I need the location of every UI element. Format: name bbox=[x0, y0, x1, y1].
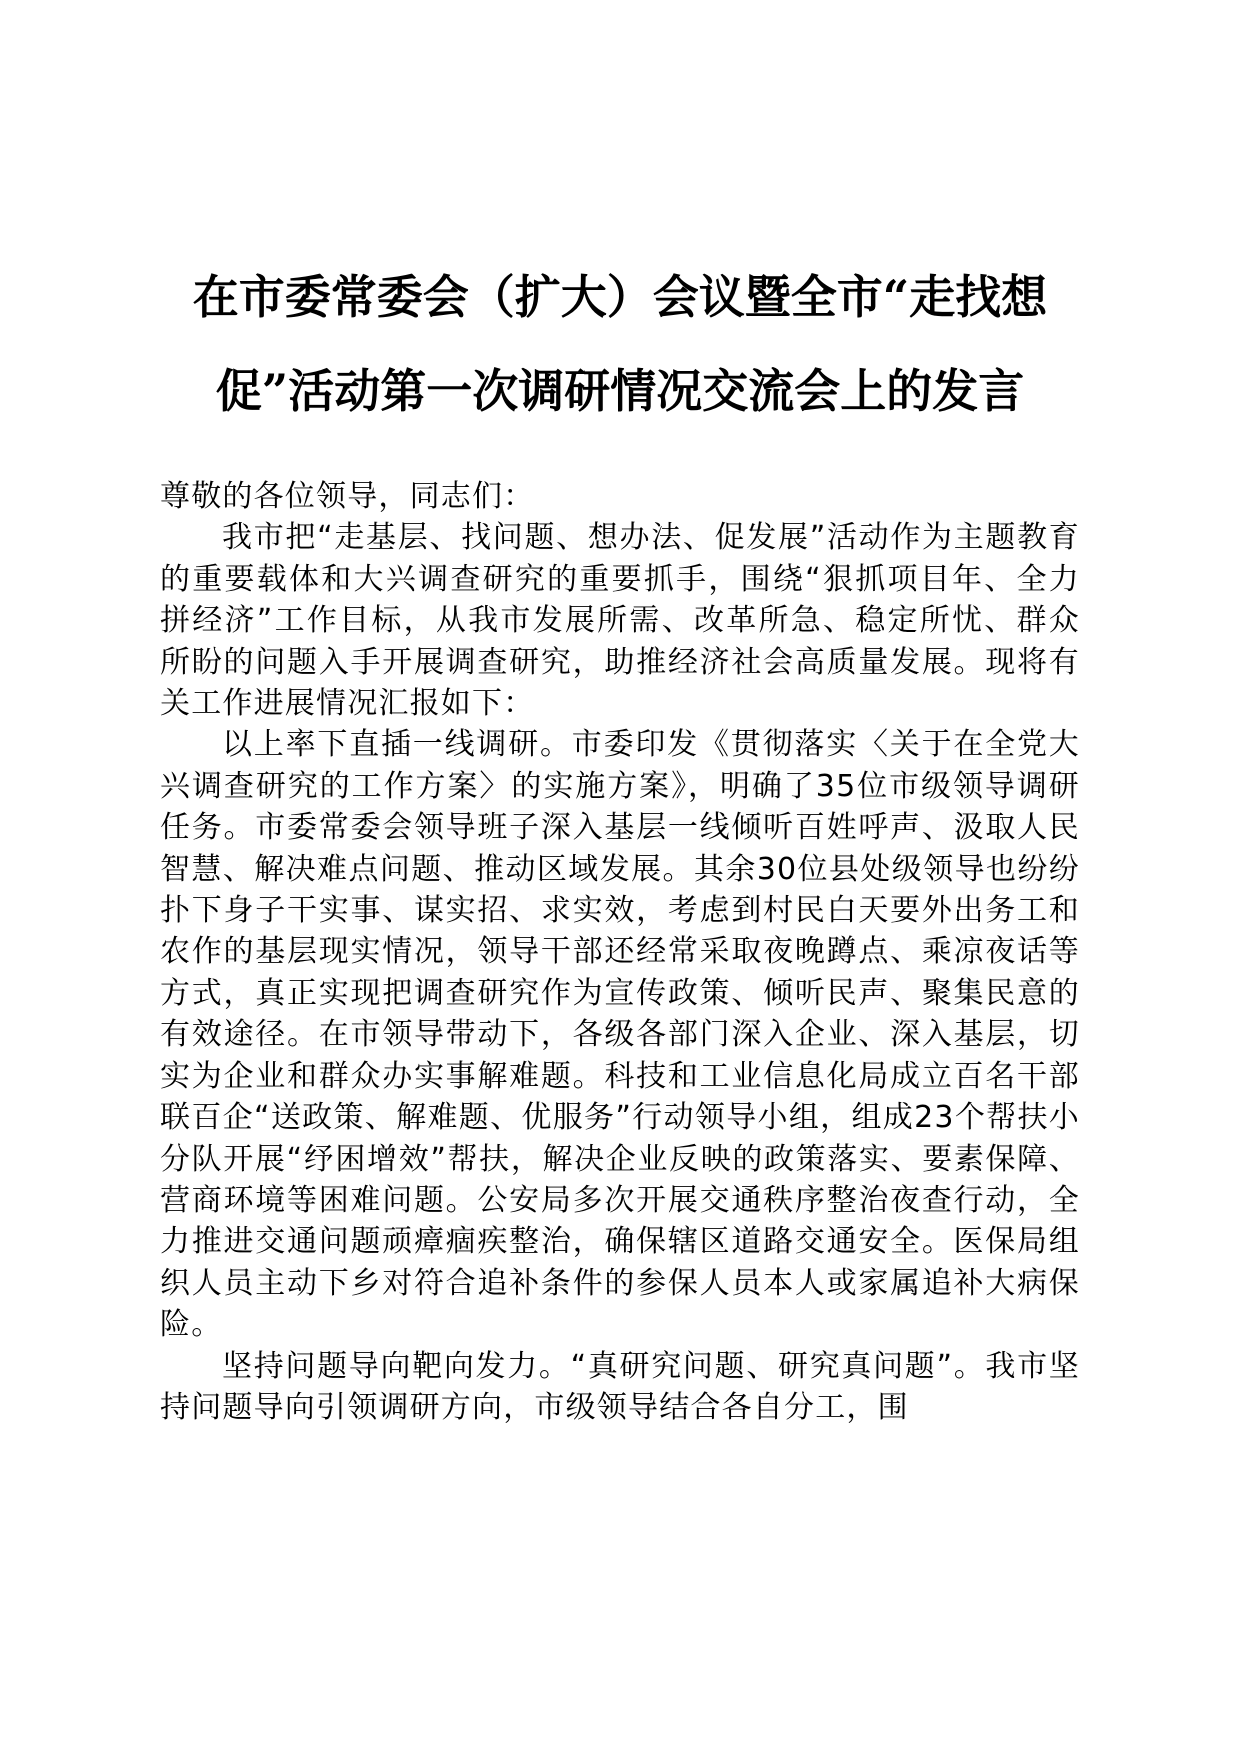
title-line-1: 在市委常委会（扩大）会议暨全市“走找想 bbox=[192, 270, 1048, 324]
paragraph-frontline-research: 以上率下直插一线调研。市委印发《贯彻落实〈关于在全党大兴调查研究的工作方案〉的实施方案》，明确了35位市级领导调研任务。市委常委会领导班子深入基层一线倾听百姓呼声、汲取人民智慧、解决难点问题、推动区域发展。其余30位县处级领导也纷纷扑下身子干实事、谋实招、求实效，考虑到村民白天要外出务工和农作的基层现实情况，领导干部还经常采取夜晚蹲点、乘凉夜话等方式，真正实现把调查研究作为宣传政策、倾听民声、聚集民意的有效途径。在市领导带动下，各级各部门深入企业、深入基层，切实为企业和群众办实事解难题。科技和工业信息化局成立百名干部联百企“送政策、解难题、优服务”行动领导小组，组成23个帮扶小分队开展“纾困增效”帮扶，解决企业反映的政策落实、要素保障、营商环境等困难问题。公安局多次开展交通秩序整治夜查行动，全力推进交通问题顽瘴痼疾整治，确保辖区道路交通安全。医保局组织人员主动下乡对符合追补条件的参保人员本人或家属追补大病保险。 bbox=[160, 727, 1080, 1343]
paragraph-intro: 我市把“走基层、找问题、想办法、促发展”活动作为主题教育的重要载体和大兴调查研究的重要抓手，围绕“狠抓项目年、全力拼经济”工作目标，从我市发展所需、改革所急、稳定所忧、群众所盼的问题入手开展调查研究，助推经济社会高质量发展。现将有关工作进展情况汇报如下： bbox=[160, 520, 1080, 722]
greeting: 尊敬的各位领导，同志们： bbox=[160, 479, 535, 514]
paragraph-problem-oriented: 坚持问题导向靶向发力。“真研究问题、研究真问题”。我市坚持问题导向引领调研方向，市级领导结合各自分工，围 bbox=[160, 1348, 1080, 1425]
document-body bbox=[160, 476, 1080, 1428]
title-line-2: 促”活动第一次调研情况交流会上的发言 bbox=[215, 364, 1025, 418]
document-title bbox=[160, 250, 1080, 438]
